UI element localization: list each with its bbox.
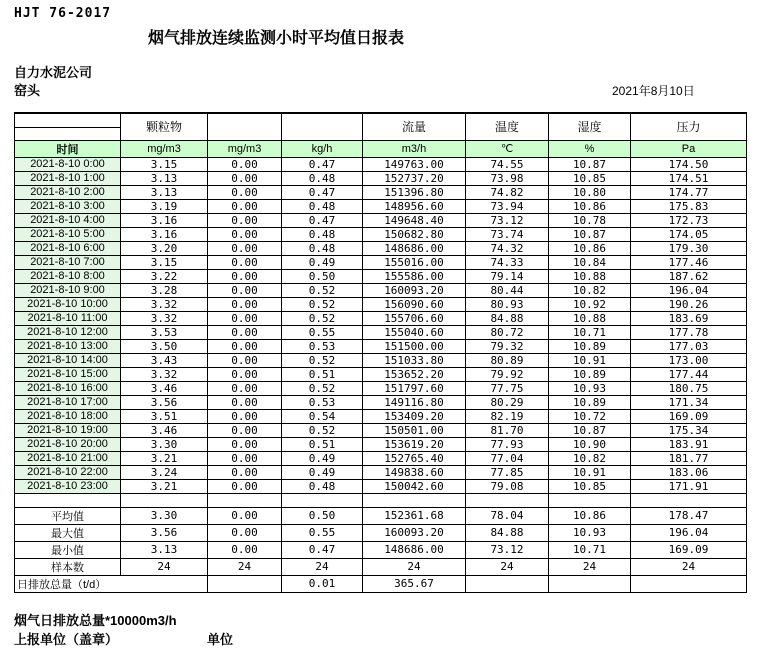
time-cell: 2021-8-10 14:00 bbox=[15, 353, 121, 367]
value-cell: 171.34 bbox=[631, 395, 747, 409]
value-cell: 152361.68 bbox=[363, 507, 466, 524]
value-cell: 3.24 bbox=[121, 465, 208, 479]
value-cell: 0.00 bbox=[208, 255, 282, 269]
value-cell: 148686.00 bbox=[363, 241, 466, 255]
data-row bbox=[15, 381, 747, 395]
value-cell: 79.08 bbox=[466, 479, 549, 493]
value-cell bbox=[466, 575, 549, 592]
value-cell: 80.89 bbox=[466, 353, 549, 367]
value-cell: 10.92 bbox=[549, 297, 631, 311]
value-cell: 0.48 bbox=[282, 199, 363, 213]
value-cell: 183.91 bbox=[631, 437, 747, 451]
value-cell: 149116.80 bbox=[363, 395, 466, 409]
value-cell: 80.44 bbox=[466, 283, 549, 297]
value-cell: 73.74 bbox=[466, 227, 549, 241]
column-header-pressure: 压力 bbox=[631, 113, 747, 140]
value-cell: 0.00 bbox=[208, 311, 282, 325]
value-cell: 77.93 bbox=[466, 437, 549, 451]
value-cell: 82.19 bbox=[466, 409, 549, 423]
value-cell: 173.00 bbox=[631, 353, 747, 367]
monitor-point: 窑头 bbox=[14, 83, 41, 98]
unit-cell-celsius: ℃ bbox=[466, 140, 549, 157]
value-cell: 10.80 bbox=[549, 185, 631, 199]
value-cell: 149763.00 bbox=[363, 157, 466, 171]
value-cell: 180.75 bbox=[631, 381, 747, 395]
value-cell: 10.72 bbox=[549, 409, 631, 423]
value-cell: 0.53 bbox=[282, 339, 363, 353]
column-header-temperature: 温度 bbox=[466, 113, 549, 140]
value-cell: 174.77 bbox=[631, 185, 747, 199]
value-cell: 10.88 bbox=[549, 269, 631, 283]
value-cell: 183.69 bbox=[631, 311, 747, 325]
value-cell: 365.67 bbox=[363, 575, 466, 592]
data-row bbox=[15, 451, 747, 465]
value-cell: 177.78 bbox=[631, 325, 747, 339]
value-cell: 10.82 bbox=[549, 283, 631, 297]
value-cell: 0.00 bbox=[208, 325, 282, 339]
value-cell: 3.43 bbox=[121, 353, 208, 367]
value-cell: 3.32 bbox=[121, 311, 208, 325]
data-row bbox=[15, 199, 747, 213]
value-cell: 196.04 bbox=[631, 524, 747, 541]
value-cell: 0.00 bbox=[208, 157, 282, 171]
value-cell: 10.86 bbox=[549, 507, 631, 524]
value-cell bbox=[282, 493, 363, 507]
value-cell: 24 bbox=[631, 558, 747, 575]
value-cell: 3.50 bbox=[121, 339, 208, 353]
value-cell: 187.62 bbox=[631, 269, 747, 283]
value-cell: 73.98 bbox=[466, 171, 549, 185]
value-cell: 3.16 bbox=[121, 227, 208, 241]
column-header-blank1 bbox=[208, 113, 282, 140]
value-cell: 0.52 bbox=[282, 423, 363, 437]
summary-label-cell: 样本数 bbox=[15, 558, 121, 575]
time-cell: 2021-8-10 12:00 bbox=[15, 325, 121, 339]
footer-note: 烟气日排放总量*10000m3/h bbox=[14, 613, 177, 628]
value-cell: 74.33 bbox=[466, 255, 549, 269]
value-cell: 10.87 bbox=[549, 157, 631, 171]
value-cell: 151797.60 bbox=[363, 381, 466, 395]
value-cell: 73.94 bbox=[466, 199, 549, 213]
summary-row bbox=[15, 524, 747, 541]
value-cell: 178.47 bbox=[631, 507, 747, 524]
value-cell: 77.85 bbox=[466, 465, 549, 479]
value-cell: 10.82 bbox=[549, 451, 631, 465]
value-cell: 24 bbox=[282, 558, 363, 575]
data-row bbox=[15, 269, 747, 283]
value-cell: 155016.00 bbox=[363, 255, 466, 269]
value-cell: 0.00 bbox=[208, 423, 282, 437]
data-row bbox=[15, 325, 747, 339]
value-cell bbox=[631, 493, 747, 507]
value-cell: 0.00 bbox=[208, 367, 282, 381]
value-cell: 78.04 bbox=[466, 507, 549, 524]
value-cell: 150042.60 bbox=[363, 479, 466, 493]
value-cell: 80.72 bbox=[466, 325, 549, 339]
value-cell: 10.87 bbox=[549, 227, 631, 241]
value-cell: 174.05 bbox=[631, 227, 747, 241]
value-cell: 3.46 bbox=[121, 381, 208, 395]
value-cell: 0.55 bbox=[282, 524, 363, 541]
data-row bbox=[15, 185, 747, 199]
value-cell: 0.49 bbox=[282, 255, 363, 269]
value-cell: 181.77 bbox=[631, 451, 747, 465]
value-cell: 81.70 bbox=[466, 423, 549, 437]
value-cell: 3.21 bbox=[121, 451, 208, 465]
value-cell: 0.00 bbox=[208, 524, 282, 541]
value-cell: 79.14 bbox=[466, 269, 549, 283]
value-cell: 3.46 bbox=[121, 423, 208, 437]
value-cell: 10.85 bbox=[549, 171, 631, 185]
data-row bbox=[15, 157, 747, 171]
value-cell: 155040.60 bbox=[363, 325, 466, 339]
company-name: 自力水泥公司 bbox=[14, 65, 93, 80]
value-cell: 153652.20 bbox=[363, 367, 466, 381]
time-cell: 2021-8-10 15:00 bbox=[15, 367, 121, 381]
column-header-blank2 bbox=[282, 113, 363, 140]
value-cell bbox=[549, 575, 631, 592]
time-cell: 2021-8-10 4:00 bbox=[15, 213, 121, 227]
value-cell: 74.32 bbox=[466, 241, 549, 255]
value-cell: 0.52 bbox=[282, 381, 363, 395]
value-cell: 0.00 bbox=[208, 353, 282, 367]
value-cell: 3.16 bbox=[121, 213, 208, 227]
value-cell: 177.44 bbox=[631, 367, 747, 381]
value-cell: 179.30 bbox=[631, 241, 747, 255]
data-row bbox=[15, 479, 747, 493]
value-cell: 0.00 bbox=[208, 283, 282, 297]
summary-row bbox=[15, 507, 747, 524]
value-cell: 153619.20 bbox=[363, 437, 466, 451]
data-row bbox=[15, 353, 747, 367]
time-cell: 2021-8-10 1:00 bbox=[15, 171, 121, 185]
time-cell: 2021-8-10 21:00 bbox=[15, 451, 121, 465]
value-cell: 0.52 bbox=[282, 297, 363, 311]
value-cell: 10.89 bbox=[549, 339, 631, 353]
summary-label-cell: 最小值 bbox=[15, 541, 121, 558]
value-cell: 0.47 bbox=[282, 185, 363, 199]
value-cell: 0.00 bbox=[208, 479, 282, 493]
value-cell: 0.50 bbox=[282, 507, 363, 524]
value-cell: 0.53 bbox=[282, 395, 363, 409]
time-header-cell: 时间 bbox=[15, 140, 121, 157]
time-cell: 2021-8-10 6:00 bbox=[15, 241, 121, 255]
value-cell: 151033.80 bbox=[363, 353, 466, 367]
daily-total-row bbox=[15, 575, 747, 592]
empty-cell bbox=[15, 493, 121, 507]
value-cell: 0.00 bbox=[208, 213, 282, 227]
value-cell bbox=[631, 575, 747, 592]
value-cell: 0.00 bbox=[208, 297, 282, 311]
value-cell: 0.51 bbox=[282, 367, 363, 381]
value-cell: 24 bbox=[363, 558, 466, 575]
value-cell: 174.50 bbox=[631, 157, 747, 171]
value-cell: 10.88 bbox=[549, 311, 631, 325]
value-cell: 0.00 bbox=[208, 381, 282, 395]
data-row bbox=[15, 409, 747, 423]
summary-row bbox=[15, 541, 747, 558]
value-cell: 0.48 bbox=[282, 171, 363, 185]
value-cell: 3.21 bbox=[121, 479, 208, 493]
value-cell: 3.56 bbox=[121, 395, 208, 409]
value-cell: 79.92 bbox=[466, 367, 549, 381]
value-cell: 3.15 bbox=[121, 255, 208, 269]
value-cell bbox=[549, 493, 631, 507]
data-row bbox=[15, 171, 747, 185]
value-cell: 74.82 bbox=[466, 185, 549, 199]
value-cell: 155706.60 bbox=[363, 311, 466, 325]
data-row bbox=[15, 465, 747, 479]
value-cell: 10.86 bbox=[549, 199, 631, 213]
value-cell: 3.30 bbox=[121, 507, 208, 524]
value-cell: 10.91 bbox=[549, 353, 631, 367]
summary-row bbox=[15, 558, 747, 575]
value-cell: 10.84 bbox=[549, 255, 631, 269]
value-cell: 152765.40 bbox=[363, 451, 466, 465]
time-cell: 2021-8-10 9:00 bbox=[15, 283, 121, 297]
value-cell: 0.47 bbox=[282, 541, 363, 558]
value-cell: 175.83 bbox=[631, 199, 747, 213]
value-cell: 0.00 bbox=[208, 437, 282, 451]
value-cell: 3.20 bbox=[121, 241, 208, 255]
unit-cell-m3h: m3/h bbox=[363, 140, 466, 157]
value-cell: 10.86 bbox=[549, 241, 631, 255]
value-cell: 77.75 bbox=[466, 381, 549, 395]
value-cell: 0.51 bbox=[282, 437, 363, 451]
corner-split-line bbox=[15, 114, 120, 128]
value-cell: 0.00 bbox=[208, 185, 282, 199]
time-cell: 2021-8-10 20:00 bbox=[15, 437, 121, 451]
data-row bbox=[15, 255, 747, 269]
column-header-particulate: 颗粒物 bbox=[121, 113, 208, 140]
value-cell: 24 bbox=[549, 558, 631, 575]
time-cell: 2021-8-10 13:00 bbox=[15, 339, 121, 353]
data-row bbox=[15, 423, 747, 437]
corner-header-cell bbox=[15, 113, 121, 140]
value-cell: 171.91 bbox=[631, 479, 747, 493]
data-row bbox=[15, 283, 747, 297]
value-cell: 10.89 bbox=[549, 395, 631, 409]
value-cell: 3.56 bbox=[121, 524, 208, 541]
time-cell: 2021-8-10 19:00 bbox=[15, 423, 121, 437]
value-cell: 150682.80 bbox=[363, 227, 466, 241]
value-cell: 3.32 bbox=[121, 297, 208, 311]
time-cell: 2021-8-10 22:00 bbox=[15, 465, 121, 479]
time-cell: 2021-8-10 5:00 bbox=[15, 227, 121, 241]
value-cell: 0.00 bbox=[208, 339, 282, 353]
time-cell: 2021-8-10 7:00 bbox=[15, 255, 121, 269]
value-cell: 169.09 bbox=[631, 541, 747, 558]
footer-stamp-label: 上报单位（盖章） bbox=[14, 632, 119, 647]
time-cell: 2021-8-10 8:00 bbox=[15, 269, 121, 283]
summary-label-cell: 最大值 bbox=[15, 524, 121, 541]
value-cell: 84.88 bbox=[466, 311, 549, 325]
column-header-humidity: 湿度 bbox=[549, 113, 631, 140]
value-cell: 3.32 bbox=[121, 367, 208, 381]
value-cell: 0.50 bbox=[282, 269, 363, 283]
value-cell: 73.12 bbox=[466, 213, 549, 227]
footer-unit-label: 单位 bbox=[207, 632, 234, 647]
value-cell: 0.48 bbox=[282, 479, 363, 493]
value-cell: 10.87 bbox=[549, 423, 631, 437]
time-cell: 2021-8-10 17:00 bbox=[15, 395, 121, 409]
value-cell: 10.93 bbox=[549, 381, 631, 395]
value-cell bbox=[121, 493, 208, 507]
value-cell: 84.88 bbox=[466, 524, 549, 541]
data-row bbox=[15, 213, 747, 227]
value-cell: 77.04 bbox=[466, 451, 549, 465]
standard-code: HJT 76-2017 bbox=[14, 6, 112, 21]
data-row bbox=[15, 297, 747, 311]
value-cell bbox=[466, 493, 549, 507]
value-cell: 156090.60 bbox=[363, 297, 466, 311]
value-cell: 160093.20 bbox=[363, 524, 466, 541]
value-cell: 3.13 bbox=[121, 541, 208, 558]
summary-label-cell: 平均值 bbox=[15, 507, 121, 524]
value-cell: 3.19 bbox=[121, 199, 208, 213]
value-cell: 24 bbox=[466, 558, 549, 575]
value-cell: 0.49 bbox=[282, 451, 363, 465]
value-cell: 0.48 bbox=[282, 227, 363, 241]
group-header-row bbox=[15, 113, 747, 140]
unit-cell-percent: % bbox=[549, 140, 631, 157]
value-cell: 24 bbox=[121, 558, 208, 575]
value-cell: 3.13 bbox=[121, 185, 208, 199]
value-cell: 148686.00 bbox=[363, 541, 466, 558]
value-cell: 196.04 bbox=[631, 283, 747, 297]
value-cell bbox=[208, 493, 282, 507]
report-date: 2021年8月10日 bbox=[612, 84, 695, 98]
unit-header-row bbox=[15, 140, 747, 157]
value-cell: 169.09 bbox=[631, 409, 747, 423]
time-cell: 2021-8-10 16:00 bbox=[15, 381, 121, 395]
value-cell: 0.48 bbox=[282, 241, 363, 255]
data-row bbox=[15, 241, 747, 255]
value-cell: 10.85 bbox=[549, 479, 631, 493]
value-cell bbox=[363, 493, 466, 507]
value-cell: 10.93 bbox=[549, 524, 631, 541]
daily-total-label: 日排放总量（t/d） bbox=[15, 575, 208, 592]
time-cell: 2021-8-10 18:00 bbox=[15, 409, 121, 423]
value-cell: 10.91 bbox=[549, 465, 631, 479]
time-cell: 2021-8-10 10:00 bbox=[15, 297, 121, 311]
value-cell: 183.06 bbox=[631, 465, 747, 479]
value-cell: 80.93 bbox=[466, 297, 549, 311]
column-header-flow: 流量 bbox=[363, 113, 466, 140]
value-cell: 0.47 bbox=[282, 157, 363, 171]
value-cell: 10.89 bbox=[549, 367, 631, 381]
value-cell: 0.00 bbox=[208, 465, 282, 479]
value-cell: 0.00 bbox=[208, 507, 282, 524]
value-cell bbox=[208, 575, 282, 592]
value-cell: 0.00 bbox=[208, 395, 282, 409]
value-cell: 177.03 bbox=[631, 339, 747, 353]
data-row bbox=[15, 227, 747, 241]
value-cell: 10.78 bbox=[549, 213, 631, 227]
data-row bbox=[15, 367, 747, 381]
value-cell: 149648.40 bbox=[363, 213, 466, 227]
value-cell: 160093.20 bbox=[363, 283, 466, 297]
value-cell: 151396.80 bbox=[363, 185, 466, 199]
value-cell: 177.46 bbox=[631, 255, 747, 269]
value-cell: 10.90 bbox=[549, 437, 631, 451]
value-cell: 80.29 bbox=[466, 395, 549, 409]
unit-cell-mgm3-2: mg/m3 bbox=[208, 140, 282, 157]
value-cell: 3.53 bbox=[121, 325, 208, 339]
value-cell: 10.71 bbox=[549, 325, 631, 339]
value-cell: 3.15 bbox=[121, 157, 208, 171]
value-cell: 0.00 bbox=[208, 227, 282, 241]
time-cell: 2021-8-10 2:00 bbox=[15, 185, 121, 199]
value-cell: 0.00 bbox=[208, 409, 282, 423]
value-cell: 151500.00 bbox=[363, 339, 466, 353]
time-cell: 2021-8-10 23:00 bbox=[15, 479, 121, 493]
value-cell: 148956.60 bbox=[363, 199, 466, 213]
value-cell: 3.28 bbox=[121, 283, 208, 297]
value-cell: 0.54 bbox=[282, 409, 363, 423]
data-row bbox=[15, 339, 747, 353]
value-cell: 3.13 bbox=[121, 171, 208, 185]
data-row bbox=[15, 311, 747, 325]
value-cell: 0.00 bbox=[208, 241, 282, 255]
value-cell: 0.00 bbox=[208, 199, 282, 213]
time-cell: 2021-8-10 3:00 bbox=[15, 199, 121, 213]
report-table bbox=[14, 112, 747, 593]
unit-cell-pa: Pa bbox=[631, 140, 747, 157]
value-cell: 155586.00 bbox=[363, 269, 466, 283]
value-cell: 149838.60 bbox=[363, 465, 466, 479]
value-cell: 0.47 bbox=[282, 213, 363, 227]
value-cell: 0.00 bbox=[208, 269, 282, 283]
value-cell: 3.22 bbox=[121, 269, 208, 283]
value-cell: 0.52 bbox=[282, 311, 363, 325]
value-cell: 152737.20 bbox=[363, 171, 466, 185]
value-cell: 0.55 bbox=[282, 325, 363, 339]
empty-row bbox=[15, 493, 747, 507]
value-cell: 3.30 bbox=[121, 437, 208, 451]
value-cell: 10.71 bbox=[549, 541, 631, 558]
data-row bbox=[15, 437, 747, 451]
value-cell: 175.34 bbox=[631, 423, 747, 437]
value-cell: 0.00 bbox=[208, 541, 282, 558]
unit-cell-kgh: kg/h bbox=[282, 140, 363, 157]
value-cell: 172.73 bbox=[631, 213, 747, 227]
value-cell: 153409.20 bbox=[363, 409, 466, 423]
value-cell: 3.51 bbox=[121, 409, 208, 423]
value-cell: 0.49 bbox=[282, 465, 363, 479]
value-cell: 0.00 bbox=[208, 451, 282, 465]
value-cell: 174.51 bbox=[631, 171, 747, 185]
data-row bbox=[15, 395, 747, 409]
time-cell: 2021-8-10 0:00 bbox=[15, 157, 121, 171]
value-cell: 0.52 bbox=[282, 353, 363, 367]
page-title: 烟气排放连续监测小时平均值日报表 bbox=[148, 30, 405, 47]
unit-cell-mgm3-1: mg/m3 bbox=[121, 140, 208, 157]
value-cell: 0.52 bbox=[282, 283, 363, 297]
value-cell: 0.01 bbox=[282, 575, 363, 592]
value-cell: 24 bbox=[208, 558, 282, 575]
value-cell: 79.32 bbox=[466, 339, 549, 353]
time-cell: 2021-8-10 11:00 bbox=[15, 311, 121, 325]
value-cell: 0.00 bbox=[208, 171, 282, 185]
value-cell: 73.12 bbox=[466, 541, 549, 558]
value-cell: 190.26 bbox=[631, 297, 747, 311]
value-cell: 74.55 bbox=[466, 157, 549, 171]
value-cell: 150501.00 bbox=[363, 423, 466, 437]
